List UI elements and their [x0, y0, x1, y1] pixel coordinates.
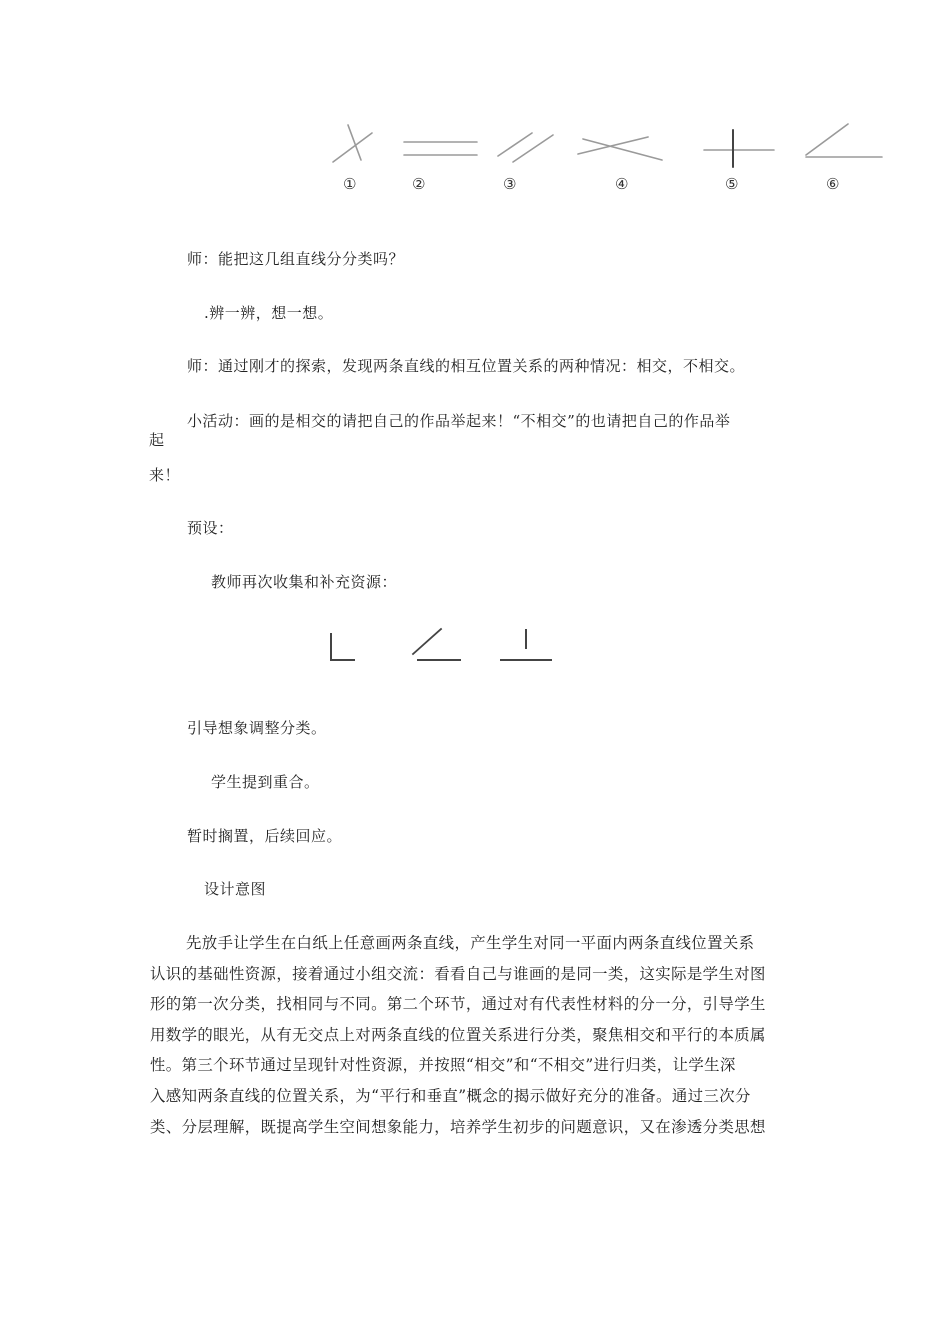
pair-4-crossing-flat — [578, 137, 662, 160]
pair-6-angle — [806, 124, 882, 157]
preset-label: 预设： — [187, 519, 234, 537]
paragraph-line: 性。第三个环节通过呈现针对性资源，并按照“相交”和“不相交”进行归类，让学生深 — [150, 1056, 736, 1075]
pair-5-perpendicular — [704, 130, 774, 167]
guide-imagination: 引导想象调整分类。 — [187, 719, 327, 737]
shape-t-junction — [501, 630, 551, 660]
activity-prompt: .辨一辨，想一想。 — [204, 304, 334, 322]
design-intent-paragraph — [150, 928, 802, 1142]
paragraph-line: 入感知两条直线的位置关系，为“平行和垂直”概念的揭示做好充分的准备。通过三次分 — [150, 1086, 751, 1105]
shape-acute-angle — [413, 629, 460, 660]
mini-activity-line3: 来！ — [149, 466, 181, 484]
paragraph-line: 认识的基础性资源，接着通过小组交流：看看自己与谁画的是同一类，这实际是学生对图 — [150, 964, 766, 983]
paragraph-line: 先放手让学生在白纸上任意画两条直线，产生学生对同一平面内两条直线位置关系 — [186, 934, 755, 952]
paragraph-line: 类、分层理解，既提高学生空间想象能力，培养学生初步的问题意识，又在渗透分类思想 — [150, 1117, 766, 1136]
teacher-resources: 教师再次收集和补充资源： — [211, 573, 398, 591]
pair-1-intersecting — [333, 125, 372, 162]
figure-label-6: ⑥ — [826, 175, 840, 193]
set-aside: 暂时搁置，后续回应。 — [187, 827, 343, 845]
paragraph-line: 用数学的眼光，从有无交点上对两条直线的位置关系进行分类，聚焦相交和平行的本质属 — [150, 1025, 766, 1044]
teacher-summary: 师：通过刚才的探索，发现两条直线的相互位置关系的两种情况：相交，不相交。 — [187, 357, 746, 375]
shape-right-angle — [331, 634, 354, 660]
paragraph-line: 形的第一次分类，找相同与不同。第二个环节，通过对有代表性材料的分一分，引导学生 — [150, 995, 766, 1014]
figure-label-3: ③ — [503, 175, 517, 193]
figure-label-1: ① — [343, 175, 357, 193]
figure-label-2: ② — [412, 175, 426, 193]
design-intent-heading: 设计意图 — [204, 880, 267, 898]
pair-2-parallel — [404, 142, 477, 155]
figure-label-5: ⑤ — [725, 175, 739, 193]
student-overlap: 学生提到重合。 — [211, 773, 320, 791]
mini-activity-line1: 小活动：画的是相交的请把自己的作品举起来！“不相交”的也请把自己的作品举 — [187, 412, 731, 430]
pair-3-parallel-slanted — [498, 133, 553, 162]
resource-shapes-figure — [0, 620, 950, 670]
figure-label-4: ④ — [615, 175, 629, 193]
line-pairs-figure — [0, 0, 950, 200]
mini-activity-line2: 起 — [149, 431, 165, 449]
teacher-question: 师：能把这几组直线分分类吗？ — [187, 250, 405, 268]
